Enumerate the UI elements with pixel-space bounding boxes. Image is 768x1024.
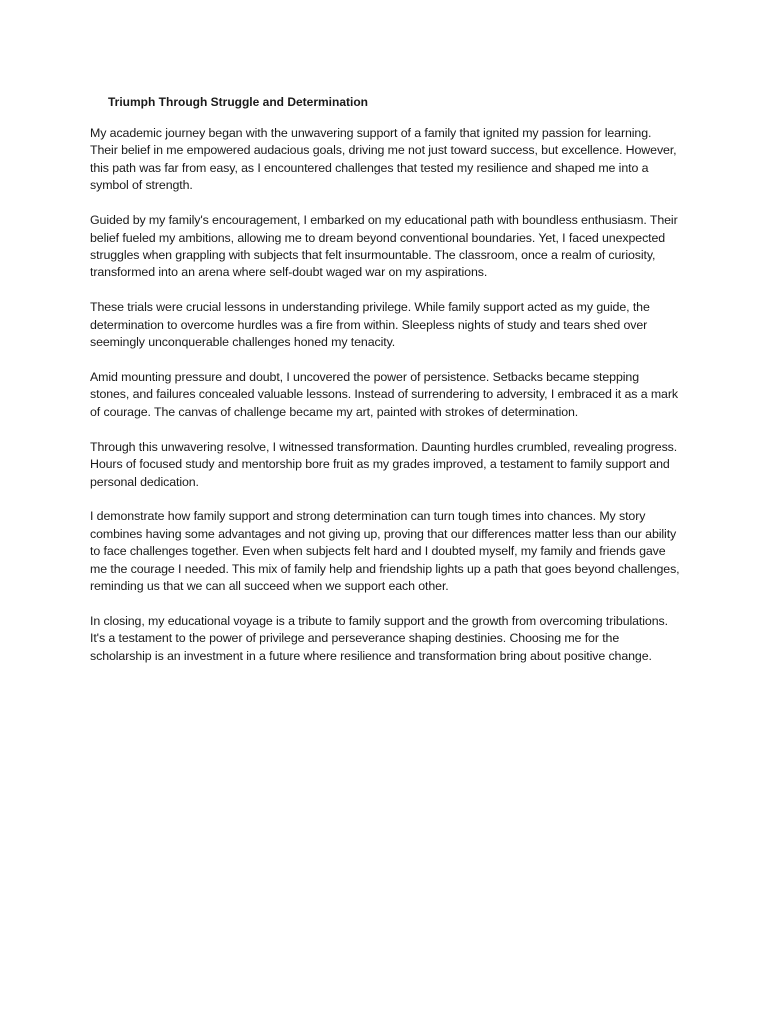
paragraph-1: My academic journey began with the unwavering support of a family that ignited my passion for learning. Their belief in me empowered audacious goals, driving me not just toward success, but excellence. However, this path was far from easy, as I encountered challenges that tested my resilience and shaped me into a symbol of strength. (90, 126, 677, 193)
paragraph-2: Guided by my family's encouragement, I embarked on my educational path with boundless enthusiasm. Their belief fueled my ambitions, allowing me to dream beyond conventional boundaries. Yet, I faced unexpected struggles when grappling with subjects that felt insurmountable. The classroom, once a realm of curiosity, transformed into an arena where self-doubt waged war on my aspirations. (90, 213, 678, 280)
document-title: Triumph Through Struggle and Determination (108, 95, 368, 109)
paragraph-6: I demonstrate how family support and strong determination can turn tough times into chances. My story combines having some advantages and not giving up, proving that our differences matter less than our ability to face challenges together. Even when subjects felt hard and I doubted myself, my family and friends gave me the courage I needed. This mix of family help and friendship lights up a path that goes beyond challenges, reminding us that we can all succeed when we support each other. (90, 509, 680, 594)
paragraph-5: Through this unwavering resolve, I witnessed transformation. Daunting hurdles crumbled, revealing progress. Hours of focused study and mentorship bore fruit as my grades improved, a testament to family support and personal dedication. (90, 439, 678, 489)
paragraph-4: Amid mounting pressure and doubt, I uncovered the power of persistence. Setbacks became stepping stones, and failures concealed valuable lessons. Instead of surrendering to adversity, I embraced it as a mark of courage. The canvas of challenge became my art, painted with strokes of determination. (90, 369, 678, 419)
document-body (90, 94, 680, 683)
paragraph-3: These trials were crucial lessons in understanding privilege. While family support acted as my guide, the determination to overcome hurdles was a fire from within. Sleepless nights of study and tears shed over seemingly unconquerable challenges honed my tenacity. (90, 300, 650, 350)
paragraph-7: In closing, my educational voyage is a tribute to family support and the growth from overcoming tribulations. It's a testament to the power of privilege and perseverance shaping destinies. Choosing me for the scholarship is an investment in a future where resilience and transformation bring about positive change. (90, 613, 668, 663)
